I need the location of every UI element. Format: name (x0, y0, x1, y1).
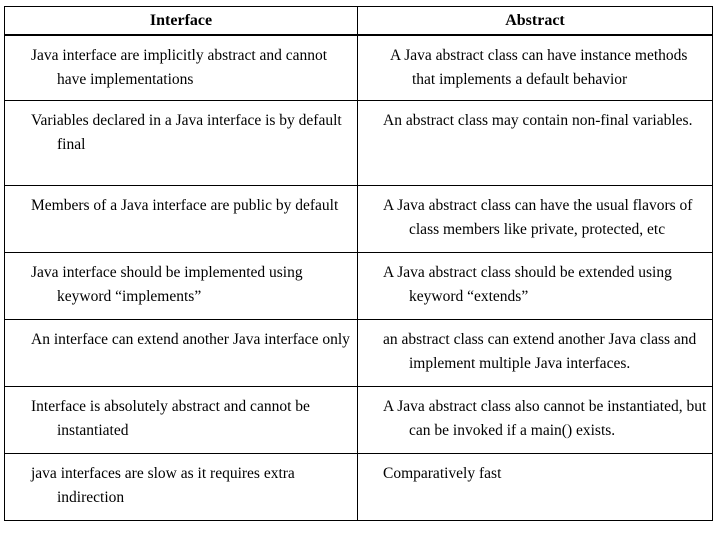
abstract-cell-text: an abstract class can extend another Java class and implement multiple Java interfaces. (383, 331, 697, 372)
header-interface: Interface (5, 7, 358, 36)
interface-cell (5, 253, 358, 320)
table-row (5, 253, 713, 320)
comparison-table (4, 6, 713, 521)
table-header (5, 7, 713, 36)
abstract-cell-text: A Java abstract class should be extended using keyword “extends” (383, 264, 672, 305)
table-row (5, 101, 713, 186)
abstract-cell (358, 387, 713, 454)
abstract-cell (358, 454, 713, 521)
interface-cell-text: Members of a Java interface are public by default (31, 197, 339, 214)
abstract-cell (358, 320, 713, 387)
abstract-cell (358, 186, 713, 253)
abstract-cell-text: An abstract class may contain non-final variables. (383, 112, 693, 129)
interface-cell-text: Variables declared in a Java interface is by default final (31, 112, 342, 153)
abstract-cell-text: Comparatively fast (383, 465, 502, 482)
header-row (5, 7, 713, 36)
interface-cell-text: Java interface should be implemented using keyword “implements” (31, 264, 303, 305)
interface-cell-text: Java interface are implicitly abstract and cannot have implementations (31, 47, 328, 88)
header-abstract: Abstract (358, 7, 713, 36)
interface-cell (5, 186, 358, 253)
interface-cell (5, 101, 358, 186)
interface-cell-text: java interfaces are slow as it requires extra indirection (31, 465, 295, 506)
interface-cell (5, 454, 358, 521)
abstract-cell-text: A Java abstract class also cannot be instantiated, but can be invoked if a main() exists. (383, 398, 707, 439)
interface-cell-text: An interface can extend another Java interface only (31, 331, 350, 348)
abstract-cell (358, 101, 713, 186)
table-row (5, 186, 713, 253)
interface-cell-text: Interface is absolutely abstract and cannot be instantiated (31, 398, 310, 439)
abstract-cell (358, 253, 713, 320)
table-row (5, 454, 713, 521)
table-body (5, 35, 713, 521)
interface-cell (5, 35, 358, 101)
table-row (5, 320, 713, 387)
abstract-cell (358, 35, 713, 101)
interface-cell (5, 387, 358, 454)
abstract-cell-text: A Java abstract class can have instance methods that implements a default behavior (390, 47, 688, 88)
table-row (5, 35, 713, 101)
abstract-cell-text: A Java abstract class can have the usual flavors of class members like private, protected, etc (383, 197, 693, 238)
table-row (5, 387, 713, 454)
interface-cell (5, 320, 358, 387)
